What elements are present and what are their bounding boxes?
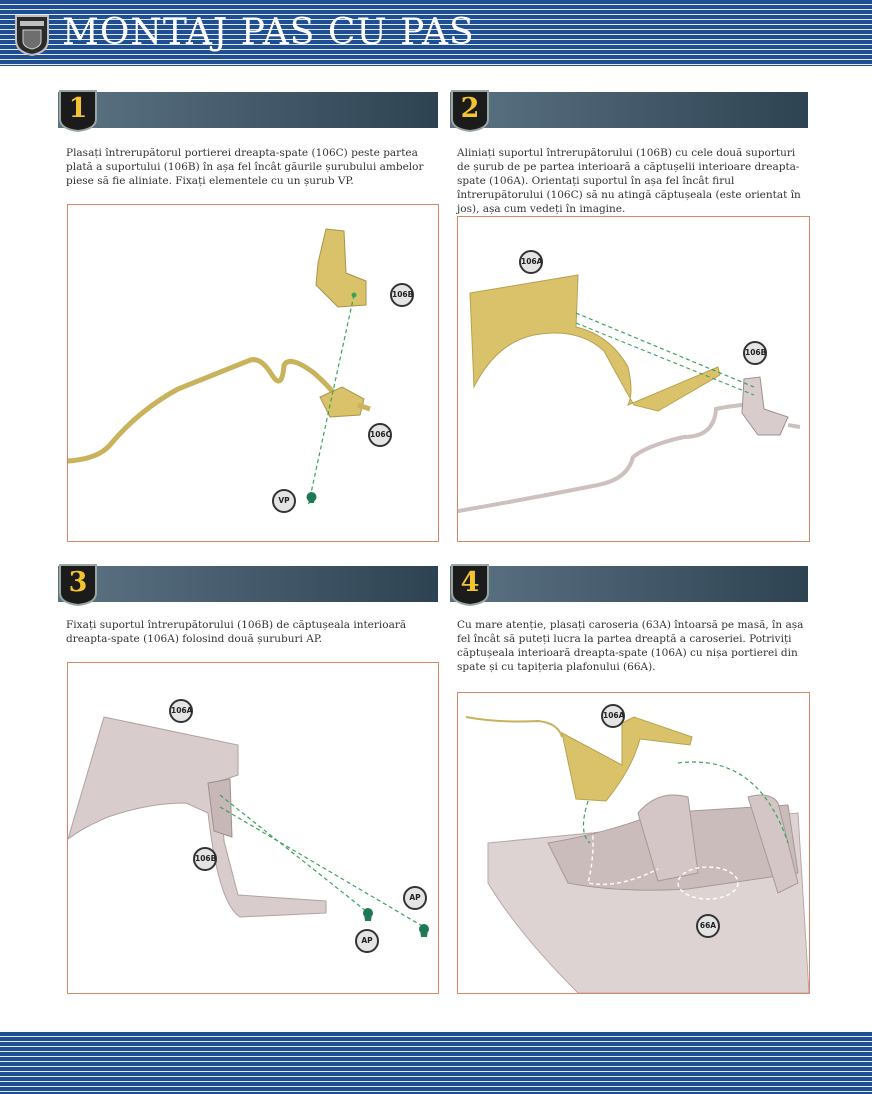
part-label: 106A	[519, 250, 543, 274]
step-4-number: 4	[460, 567, 480, 598]
step-1-number: 1	[68, 93, 88, 124]
part-label: AP	[403, 886, 427, 910]
page-title: MONTAJ PAS CU PAS	[62, 12, 475, 53]
step-1-header	[58, 92, 438, 128]
step-3-number-badge	[58, 563, 98, 607]
part-label: 106B	[390, 283, 414, 307]
dodge-badge-icon	[14, 14, 50, 56]
part-label: VP	[272, 489, 296, 513]
step-2-number: 2	[460, 93, 480, 124]
part-label: 106A	[601, 704, 625, 728]
step-4-number-badge	[450, 563, 490, 607]
part-label: 66A	[696, 914, 720, 938]
header-band	[0, 0, 872, 66]
step-3-text: Fixați suportul întrerupătorului (106B) de căptușeala interioară dreapta-spate (106A) folosind două șuruburi AP.	[66, 619, 407, 645]
step-2-illustration	[457, 216, 810, 542]
step-2-number-badge	[450, 89, 490, 133]
step-4-drawing	[458, 693, 809, 993]
step-4-text: Cu mare atenție, plasați caroseria (63A) întoarsă pe masă, în așa fel încât să puteți lucra la partea dreaptă a caroseriei. Potriviți căptușeala interioară dreapta-spate (106A) cu nișa portierei din spate și cu tapițeria plafonului (66A).	[457, 619, 804, 673]
part-label: 106B	[743, 341, 767, 365]
part-label: 106B	[193, 847, 217, 871]
part-label: AP	[355, 929, 379, 953]
step-3-drawing	[68, 663, 438, 993]
step-4-illustration	[457, 692, 810, 994]
step-3-header	[58, 566, 438, 602]
part-label: 106A	[169, 699, 193, 723]
step-1-drawing	[68, 205, 438, 541]
footer-band	[0, 1032, 872, 1094]
step-2-drawing	[458, 217, 809, 541]
step-2-text: Aliniați suportul întrerupătorului (106B) cu cele două suporturi de șurub de pe partea interioară a căptușelii interioare dreapta-spate (106A). Orientați suportul în așa fel încât firul întrerupătorului (106C) să nu atingă căptușeala (este orientat în jos), așa cum vedeți în imagine.	[457, 147, 801, 215]
step-3-illustration	[67, 662, 439, 994]
step-2-header	[450, 92, 808, 128]
step-1-text: Plasați întrerupătorul portierei dreapta-spate (106C) peste partea plată a suportului (106B) în așa fel încât găurile șurubului ambelor piese să fie aliniate. Fixați elementele cu un șurub VP.	[66, 147, 424, 187]
step-4-header	[450, 566, 808, 602]
step-1-number-badge	[58, 89, 98, 133]
step-1-illustration	[67, 204, 439, 542]
part-label: 106C	[368, 423, 392, 447]
step-3-number: 3	[68, 567, 88, 598]
